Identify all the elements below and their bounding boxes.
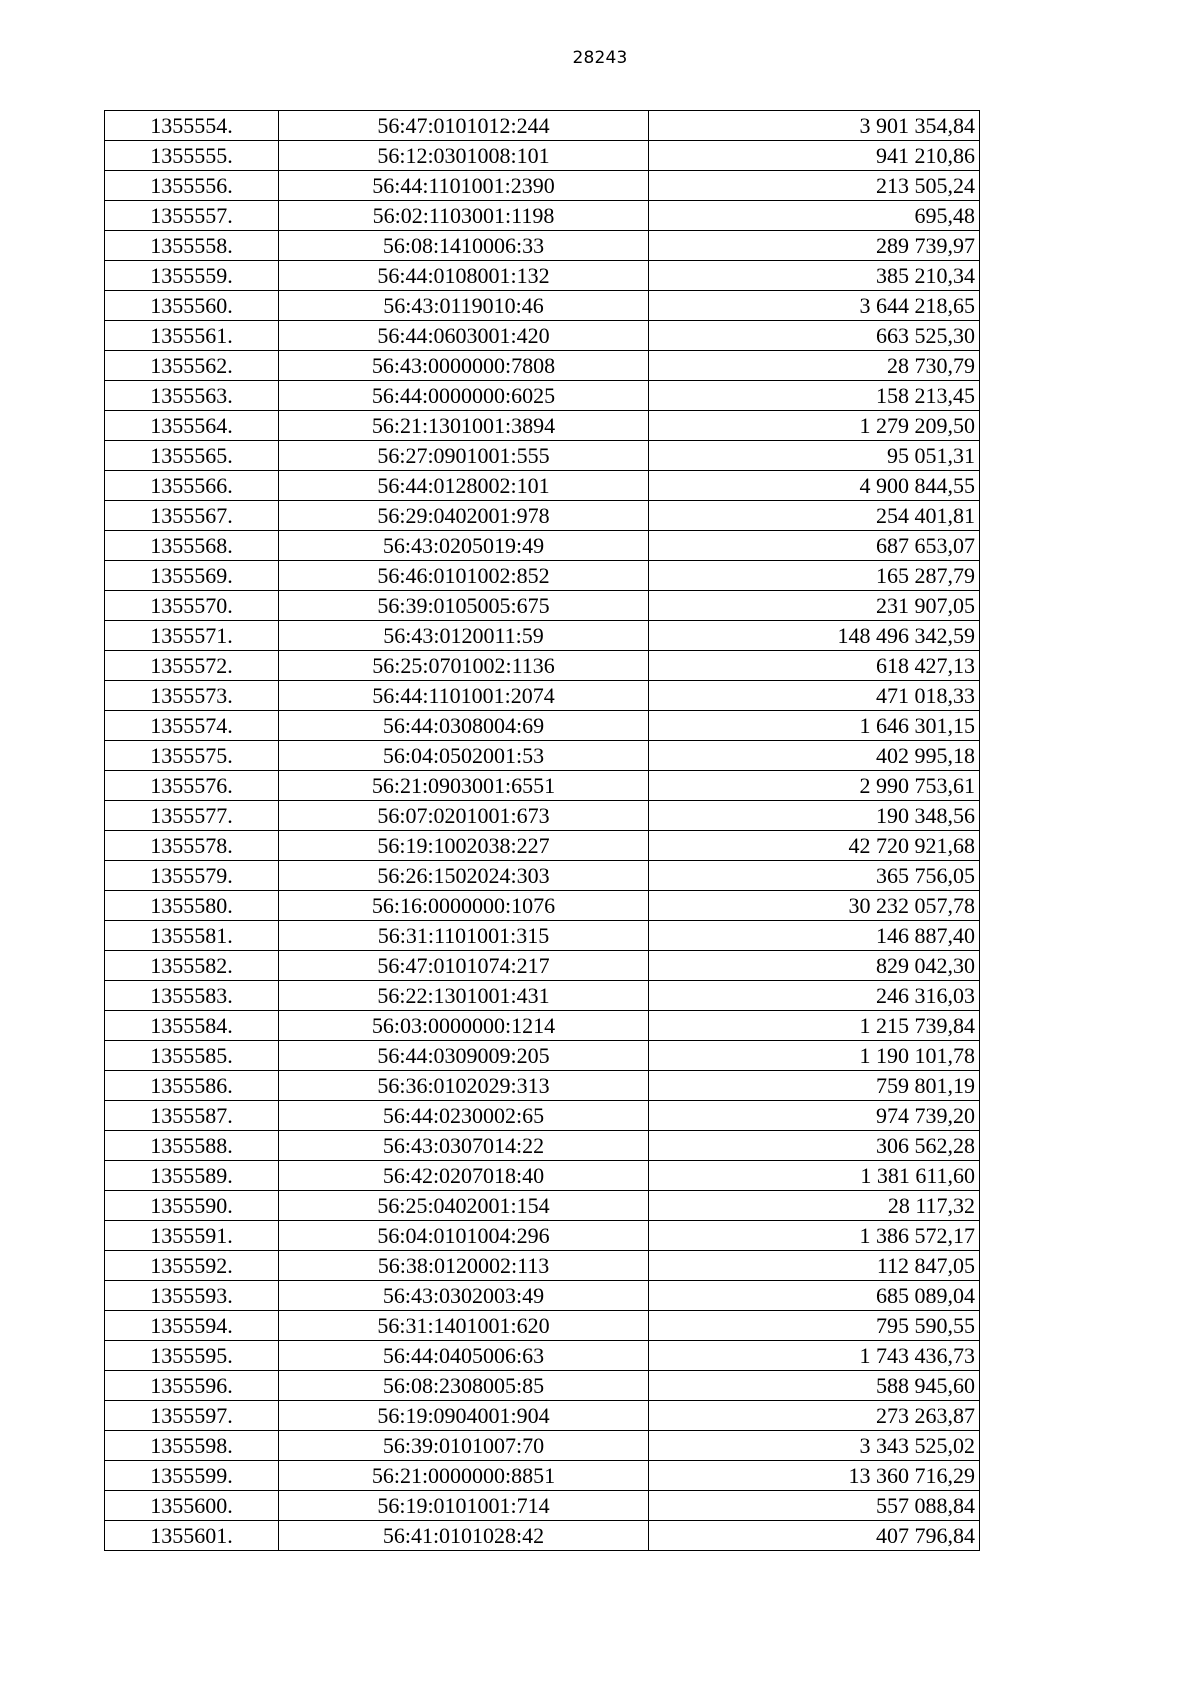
table-row — [105, 981, 980, 1011]
cadastral-value-cell: 158 213,45 — [649, 381, 980, 411]
row-number-cell: 1355585. — [105, 1041, 279, 1071]
row-number-cell: 1355577. — [105, 801, 279, 831]
row-number-cell: 1355571. — [105, 621, 279, 651]
cadastral-value-cell: 273 263,87 — [649, 1401, 980, 1431]
table-row — [105, 801, 980, 831]
table-row — [105, 1281, 980, 1311]
table-row — [105, 501, 980, 531]
row-number-cell: 1355554. — [105, 111, 279, 141]
cadastral-number-cell: 56:38:0120002:113 — [279, 1251, 649, 1281]
row-number-cell: 1355568. — [105, 531, 279, 561]
row-number-cell: 1355562. — [105, 351, 279, 381]
table-row — [105, 111, 980, 141]
cadastral-value-cell: 112 847,05 — [649, 1251, 980, 1281]
cadastral-number-cell: 56:44:0108001:132 — [279, 261, 649, 291]
cadastral-value-cell: 254 401,81 — [649, 501, 980, 531]
row-number-cell: 1355559. — [105, 261, 279, 291]
row-number-cell: 1355588. — [105, 1131, 279, 1161]
cadastral-value-cell: 407 796,84 — [649, 1521, 980, 1551]
cadastral-number-cell: 56:31:1101001:315 — [279, 921, 649, 951]
cadastral-value-cell: 4 900 844,55 — [649, 471, 980, 501]
table-row — [105, 681, 980, 711]
row-number-cell: 1355563. — [105, 381, 279, 411]
table-row — [105, 381, 980, 411]
cadastral-value-cell: 402 995,18 — [649, 741, 980, 771]
cadastral-number-cell: 56:26:1502024:303 — [279, 861, 649, 891]
cadastral-number-cell: 56:04:0101004:296 — [279, 1221, 649, 1251]
table-row — [105, 261, 980, 291]
row-number-cell: 1355572. — [105, 651, 279, 681]
row-number-cell: 1355593. — [105, 1281, 279, 1311]
cadastral-number-cell: 56:44:0405006:63 — [279, 1341, 649, 1371]
cadastral-number-cell: 56:04:0502001:53 — [279, 741, 649, 771]
row-number-cell: 1355586. — [105, 1071, 279, 1101]
table-row — [105, 1011, 980, 1041]
row-number-cell: 1355599. — [105, 1461, 279, 1491]
cadastral-value-cell: 3 901 354,84 — [649, 111, 980, 141]
row-number-cell: 1355564. — [105, 411, 279, 441]
table-row — [105, 861, 980, 891]
cadastral-number-cell: 56:25:0402001:154 — [279, 1191, 649, 1221]
table-row — [105, 771, 980, 801]
row-number-cell: 1355601. — [105, 1521, 279, 1551]
table-row — [105, 831, 980, 861]
row-number-cell: 1355570. — [105, 591, 279, 621]
cadastral-value-cell: 246 316,03 — [649, 981, 980, 1011]
cadastral-number-cell: 56:44:0000000:6025 — [279, 381, 649, 411]
cadastral-value-cell: 165 287,79 — [649, 561, 980, 591]
cadastral-value-cell: 306 562,28 — [649, 1131, 980, 1161]
cadastral-value-cell: 95 051,31 — [649, 441, 980, 471]
table-body — [105, 111, 980, 1551]
row-number-cell: 1355600. — [105, 1491, 279, 1521]
cadastral-value-cell: 365 756,05 — [649, 861, 980, 891]
cadastral-number-cell: 56:19:0904001:904 — [279, 1401, 649, 1431]
cadastral-value-cell: 1 646 301,15 — [649, 711, 980, 741]
cadastral-value-cell: 28 117,32 — [649, 1191, 980, 1221]
cadastral-number-cell: 56:27:0901001:555 — [279, 441, 649, 471]
cadastral-number-cell: 56:02:1103001:1198 — [279, 201, 649, 231]
cadastral-number-cell: 56:21:1301001:3894 — [279, 411, 649, 441]
table-row — [105, 1191, 980, 1221]
cadastral-value-cell: 1 190 101,78 — [649, 1041, 980, 1071]
cadastral-value-cell: 3 343 525,02 — [649, 1431, 980, 1461]
cadastral-value-cell: 385 210,34 — [649, 261, 980, 291]
cadastral-number-cell: 56:31:1401001:620 — [279, 1311, 649, 1341]
table-row — [105, 231, 980, 261]
table-row — [105, 411, 980, 441]
table-row — [105, 1251, 980, 1281]
cadastral-number-cell: 56:47:0101074:217 — [279, 951, 649, 981]
table-row — [105, 1431, 980, 1461]
table-row — [105, 141, 980, 171]
row-number-cell: 1355595. — [105, 1341, 279, 1371]
cadastral-number-cell: 56:44:1101001:2390 — [279, 171, 649, 201]
cadastral-number-cell: 56:43:0000000:7808 — [279, 351, 649, 381]
table-row — [105, 201, 980, 231]
cadastral-number-cell: 56:43:0302003:49 — [279, 1281, 649, 1311]
cadastral-number-cell: 56:03:0000000:1214 — [279, 1011, 649, 1041]
cadastral-number-cell: 56:46:0101002:852 — [279, 561, 649, 591]
row-number-cell: 1355584. — [105, 1011, 279, 1041]
cadastral-value-cell: 759 801,19 — [649, 1071, 980, 1101]
cadastral-number-cell: 56:16:0000000:1076 — [279, 891, 649, 921]
cadastral-value-table — [104, 110, 980, 1551]
cadastral-value-cell: 146 887,40 — [649, 921, 980, 951]
table-row — [105, 351, 980, 381]
table-row — [105, 1491, 980, 1521]
cadastral-number-cell: 56:43:0205019:49 — [279, 531, 649, 561]
row-number-cell: 1355556. — [105, 171, 279, 201]
row-number-cell: 1355567. — [105, 501, 279, 531]
table-row — [105, 711, 980, 741]
row-number-cell: 1355580. — [105, 891, 279, 921]
cadastral-number-cell: 56:21:0000000:8851 — [279, 1461, 649, 1491]
cadastral-number-cell: 56:44:1101001:2074 — [279, 681, 649, 711]
table-row — [105, 1131, 980, 1161]
cadastral-value-cell: 231 907,05 — [649, 591, 980, 621]
row-number-cell: 1355590. — [105, 1191, 279, 1221]
cadastral-number-cell: 56:44:0308004:69 — [279, 711, 649, 741]
cadastral-number-cell: 56:07:0201001:673 — [279, 801, 649, 831]
cadastral-number-cell: 56:25:0701002:1136 — [279, 651, 649, 681]
cadastral-value-cell: 1 215 739,84 — [649, 1011, 980, 1041]
table-row — [105, 921, 980, 951]
cadastral-number-cell: 56:08:1410006:33 — [279, 231, 649, 261]
cadastral-number-cell: 56:44:0128002:101 — [279, 471, 649, 501]
table-row — [105, 1311, 980, 1341]
cadastral-number-cell: 56:21:0903001:6551 — [279, 771, 649, 801]
row-number-cell: 1355574. — [105, 711, 279, 741]
table-row — [105, 1461, 980, 1491]
table-row — [105, 951, 980, 981]
row-number-cell: 1355583. — [105, 981, 279, 1011]
row-number-cell: 1355555. — [105, 141, 279, 171]
row-number-cell: 1355597. — [105, 1401, 279, 1431]
row-number-cell: 1355579. — [105, 861, 279, 891]
cadastral-value-cell: 687 653,07 — [649, 531, 980, 561]
cadastral-number-cell: 56:44:0309009:205 — [279, 1041, 649, 1071]
row-number-cell: 1355575. — [105, 741, 279, 771]
cadastral-value-cell: 829 042,30 — [649, 951, 980, 981]
table-row — [105, 1341, 980, 1371]
row-number-cell: 1355594. — [105, 1311, 279, 1341]
table-row — [105, 1071, 980, 1101]
cadastral-number-cell: 56:47:0101012:244 — [279, 111, 649, 141]
cadastral-number-cell: 56:43:0307014:22 — [279, 1131, 649, 1161]
cadastral-value-cell: 289 739,97 — [649, 231, 980, 261]
row-number-cell: 1355592. — [105, 1251, 279, 1281]
cadastral-value-cell: 190 348,56 — [649, 801, 980, 831]
table-row — [105, 291, 980, 321]
row-number-cell: 1355566. — [105, 471, 279, 501]
cadastral-number-cell: 56:43:0120011:59 — [279, 621, 649, 651]
cadastral-value-cell: 28 730,79 — [649, 351, 980, 381]
table-row — [105, 441, 980, 471]
cadastral-value-cell: 1 381 611,60 — [649, 1161, 980, 1191]
cadastral-value-cell: 1 743 436,73 — [649, 1341, 980, 1371]
table-row — [105, 531, 980, 561]
cadastral-value-cell: 795 590,55 — [649, 1311, 980, 1341]
cadastral-number-cell: 56:41:0101028:42 — [279, 1521, 649, 1551]
cadastral-value-cell: 618 427,13 — [649, 651, 980, 681]
cadastral-number-cell: 56:39:0101007:70 — [279, 1431, 649, 1461]
cadastral-number-cell: 56:29:0402001:978 — [279, 501, 649, 531]
cadastral-number-cell: 56:42:0207018:40 — [279, 1161, 649, 1191]
cadastral-value-cell: 695,48 — [649, 201, 980, 231]
cadastral-number-cell: 56:43:0119010:46 — [279, 291, 649, 321]
cadastral-value-cell: 30 232 057,78 — [649, 891, 980, 921]
cadastral-number-cell: 56:19:1002038:227 — [279, 831, 649, 861]
cadastral-value-cell: 974 739,20 — [649, 1101, 980, 1131]
table-row — [105, 741, 980, 771]
table-row — [105, 1221, 980, 1251]
row-number-cell: 1355561. — [105, 321, 279, 351]
table-row — [105, 591, 980, 621]
cadastral-value-cell: 557 088,84 — [649, 1491, 980, 1521]
row-number-cell: 1355598. — [105, 1431, 279, 1461]
row-number-cell: 1355558. — [105, 231, 279, 261]
cadastral-value-cell: 1 279 209,50 — [649, 411, 980, 441]
row-number-cell: 1355578. — [105, 831, 279, 861]
row-number-cell: 1355569. — [105, 561, 279, 591]
table-row — [105, 891, 980, 921]
table-row — [105, 1041, 980, 1071]
row-number-cell: 1355591. — [105, 1221, 279, 1251]
row-number-cell: 1355581. — [105, 921, 279, 951]
row-number-cell: 1355582. — [105, 951, 279, 981]
cadastral-value-cell: 13 360 716,29 — [649, 1461, 980, 1491]
cadastral-value-cell: 663 525,30 — [649, 321, 980, 351]
cadastral-number-cell: 56:12:0301008:101 — [279, 141, 649, 171]
row-number-cell: 1355576. — [105, 771, 279, 801]
row-number-cell: 1355589. — [105, 1161, 279, 1191]
table-row — [105, 1161, 980, 1191]
table-row — [105, 471, 980, 501]
cadastral-value-cell: 941 210,86 — [649, 141, 980, 171]
row-number-cell: 1355565. — [105, 441, 279, 471]
cadastral-number-cell: 56:08:2308005:85 — [279, 1371, 649, 1401]
table-row — [105, 651, 980, 681]
cadastral-number-cell: 56:44:0230002:65 — [279, 1101, 649, 1131]
cadastral-value-cell: 213 505,24 — [649, 171, 980, 201]
cadastral-number-cell: 56:36:0102029:313 — [279, 1071, 649, 1101]
table-row — [105, 561, 980, 591]
table-row — [105, 321, 980, 351]
cadastral-number-cell: 56:19:0101001:714 — [279, 1491, 649, 1521]
row-number-cell: 1355573. — [105, 681, 279, 711]
row-number-cell: 1355557. — [105, 201, 279, 231]
cadastral-value-cell: 148 496 342,59 — [649, 621, 980, 651]
cadastral-value-cell: 2 990 753,61 — [649, 771, 980, 801]
cadastral-value-cell: 1 386 572,17 — [649, 1221, 980, 1251]
cadastral-number-cell: 56:39:0105005:675 — [279, 591, 649, 621]
table-row — [105, 1521, 980, 1551]
cadastral-value-cell: 42 720 921,68 — [649, 831, 980, 861]
cadastral-value-cell: 471 018,33 — [649, 681, 980, 711]
table-row — [105, 171, 980, 201]
row-number-cell: 1355596. — [105, 1371, 279, 1401]
cadastral-number-cell: 56:22:1301001:431 — [279, 981, 649, 1011]
table-row — [105, 1101, 980, 1131]
table-row — [105, 1371, 980, 1401]
row-number-cell: 1355587. — [105, 1101, 279, 1131]
cadastral-value-cell: 685 089,04 — [649, 1281, 980, 1311]
cadastral-value-cell: 3 644 218,65 — [649, 291, 980, 321]
table-row — [105, 1401, 980, 1431]
table-row — [105, 621, 980, 651]
cadastral-number-cell: 56:44:0603001:420 — [279, 321, 649, 351]
page-number: 28243 — [572, 48, 628, 68]
cadastral-value-cell: 588 945,60 — [649, 1371, 980, 1401]
row-number-cell: 1355560. — [105, 291, 279, 321]
